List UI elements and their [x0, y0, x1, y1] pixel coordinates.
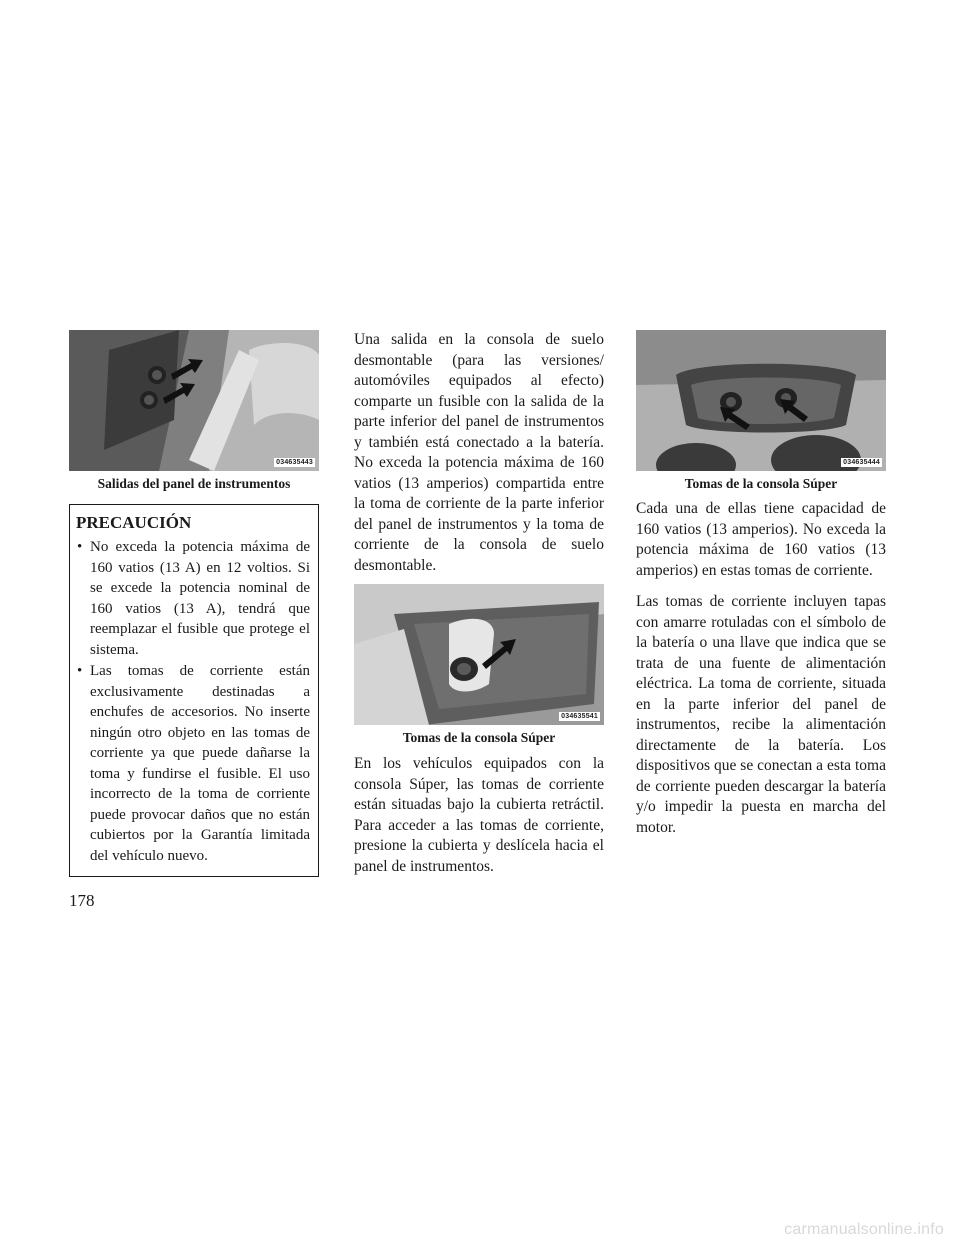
photo-code: 034635541 — [561, 713, 598, 720]
body-paragraph: En los vehículos equipados con la consola Súper, las tomas de corriente están situadas bajo la cubierta retráctil. Para acceder a las tomas de corriente, presione la cubierta y deslícela hacia el panel de instrumentos. — [354, 755, 604, 875]
caution-item: • No exceda la potencia máxima de 160 vatios (13 A) en 12 voltios. Si se excede la potencia nominal de 160 vatios (13 A), tendrá que reemplazar el fusible que protege el sistema. — [76, 537, 310, 660]
caution-list — [76, 537, 310, 866]
body-paragraph: Una salida en la consola de suelo desmontable (para las versiones/ automóviles equipados al efecto) comparte un fusible con la salida de la parte inferior del panel de instrumentos y también está conectado a la batería. No exceda la potencia máxima de 160 vatios (13 amperios) compartida entre la toma de corriente de la parte inferior del panel de instrumentos y la toma de corriente de la consola de suelo desmontable. — [354, 331, 604, 574]
caution-box — [69, 504, 319, 877]
caution-title: PRECAUCIÓN — [76, 513, 192, 532]
figure-caption: Tomas de la consola Súper — [684, 476, 838, 491]
right-column — [636, 330, 886, 838]
caution-item: • Las tomas de corriente están exclusivamente destinadas a enchufes de accesorios. No inserte ningún otro objeto en las tomas de corriente ya que puede dañarse la toma y fundirse el fusible. El uso incorrecto de la toma de corriente puede provocar daños que no están cubiertos por la Garantía limitada del vehículo nuevo. — [76, 661, 310, 866]
left-column — [69, 330, 319, 877]
super-console-outlets-photo — [636, 330, 886, 471]
body-paragraph: Cada una de ellas tiene capacidad de 160 vatios (13 amperios). No exceda la potencia máxima de 160 vatios (13 amperios) en estas tomas de corriente. — [636, 500, 886, 579]
super-console-outlet-illustration — [354, 584, 604, 725]
middle-column — [354, 330, 604, 877]
watermark: carmanualsonline.info — [784, 1221, 944, 1238]
page-number: 178 — [69, 891, 95, 910]
instrument-panel-outlets-photo — [69, 330, 319, 471]
super-console-outlets-illustration — [636, 330, 886, 471]
figure-caption: Salidas del panel de instrumentos — [97, 476, 291, 491]
instrument-panel-outlets-illustration — [69, 330, 319, 471]
photo-code: 034635444 — [843, 459, 880, 466]
figure-caption: Tomas de la consola Súper — [402, 730, 556, 745]
photo-code: 034635443 — [276, 459, 313, 466]
body-paragraph: Las tomas de corriente incluyen tapas con amarre rotuladas con el símbolo de la batería o una llave que indica que se trata de una fuente de alimentación eléctrica. La toma de corriente, situada en la parte inferior del panel de instrumentos, recibe la alimentación directamente de la batería. Los dispositivos que se conectan a esta toma de corriente pueden descargar la batería y/o impedir la puesta en marcha del motor. — [636, 593, 886, 836]
super-console-outlet-photo — [354, 584, 604, 725]
